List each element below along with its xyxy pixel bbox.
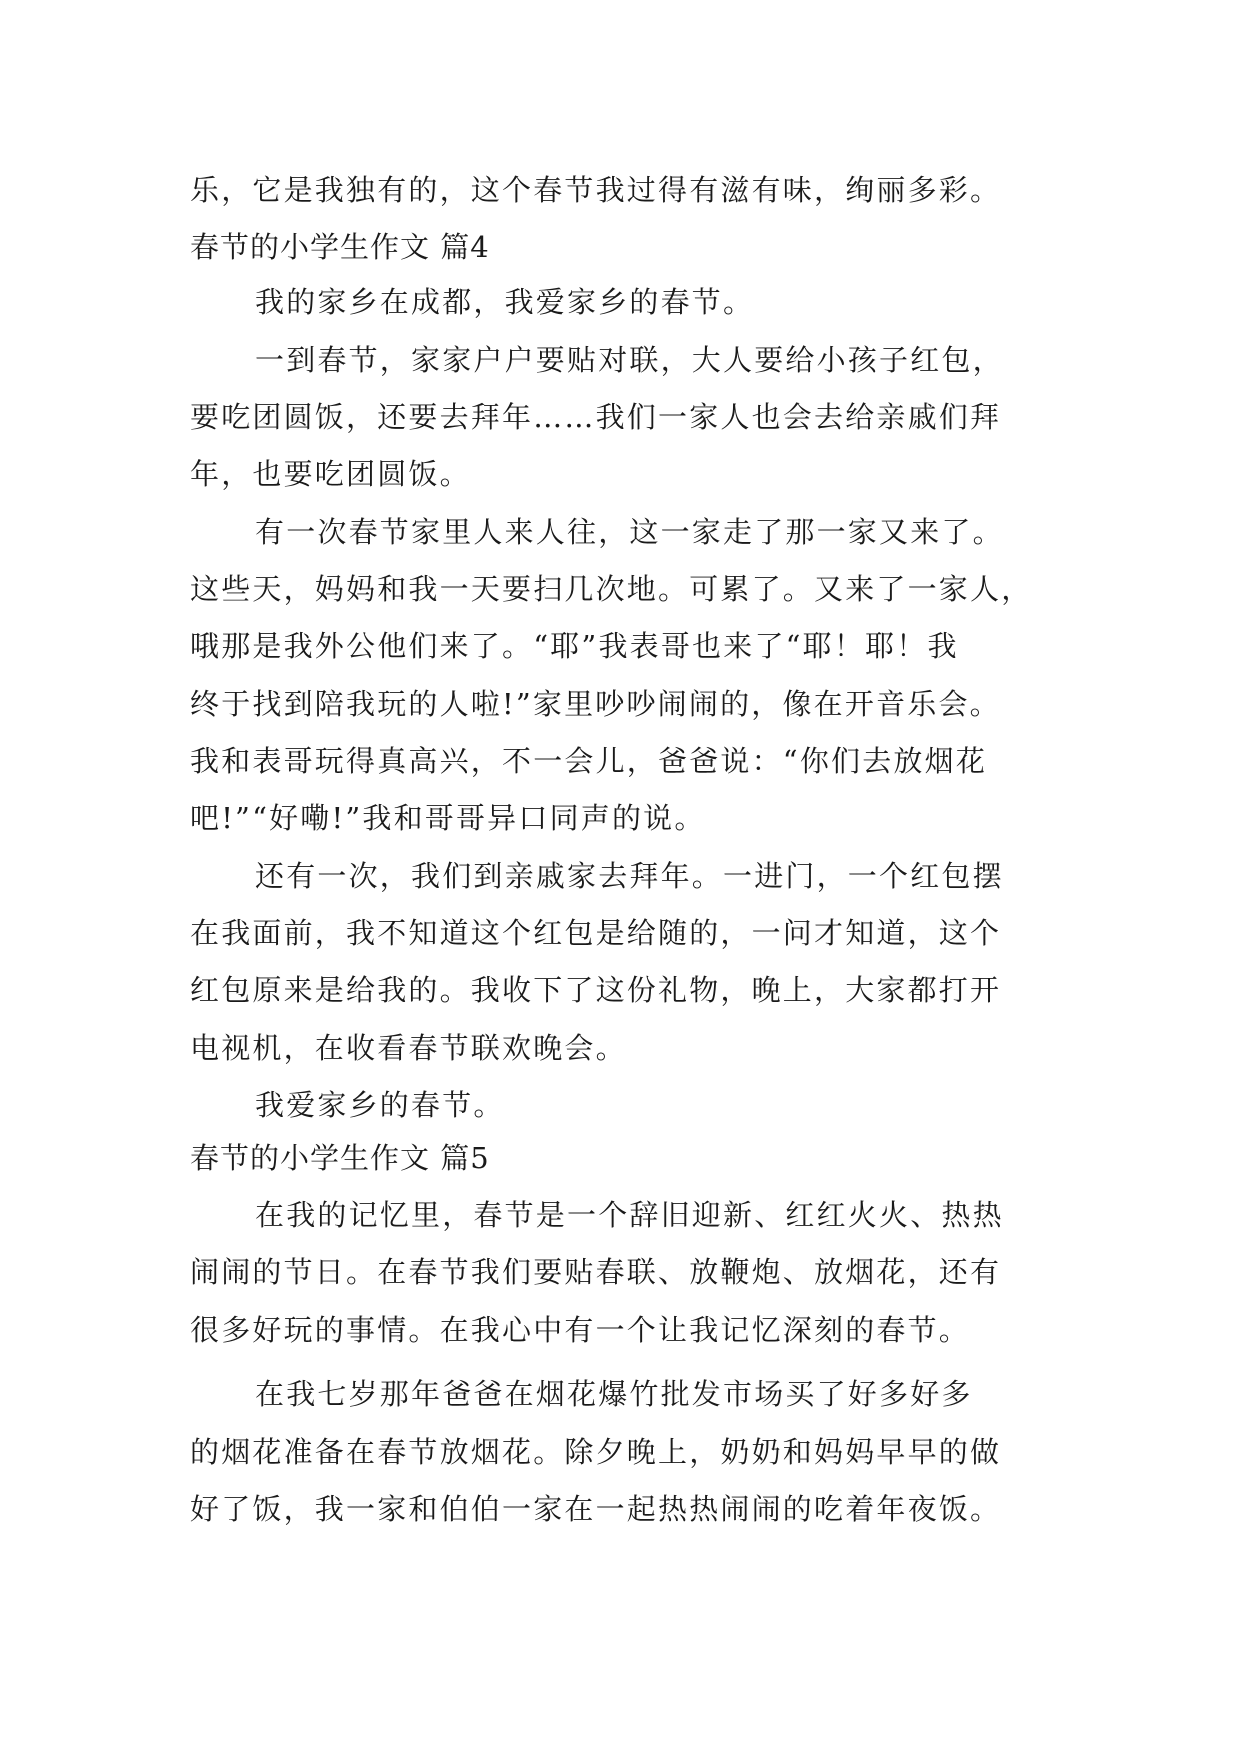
paragraph-first-line: 还有一次，我们到亲戚家去拜年。一进门，一个红包摆 (255, 859, 1004, 893)
text-line: 要吃团圆饭，还要去拜年……我们一家人也会去给亲戚们拜 (190, 400, 1002, 434)
text-line: 在我面前，我不知道这个红包是给随的，一问才知道，这个 (190, 916, 1002, 950)
text-line: 红包原来是给我的。我收下了这份礼物，晚上，大家都打开 (190, 973, 1002, 1007)
text-line: 哦那是我外公他们来了。“耶”我表哥也来了“耶！耶！我 (190, 629, 959, 663)
text-line: 乐，它是我独有的，这个春节我过得有滋有味，绚丽多彩。 (190, 173, 1002, 207)
text-line: 年，也要吃团圆饭。 (190, 457, 471, 491)
section-heading: 春节的小学生作文 篇5 (190, 1141, 490, 1175)
paragraph-first-line: 一到春节，家家户户要贴对联，大人要给小孩子红包， (255, 343, 1004, 377)
section-heading: 春节的小学生作文 篇4 (190, 230, 490, 264)
paragraph-first-line: 有一次春节家里人来人往，这一家走了那一家又来了。 (255, 515, 1004, 549)
text-line: 好了饭，我一家和伯伯一家在一起热热闹闹的吃着年夜饭。 (190, 1492, 1002, 1526)
text-line: 的烟花准备在春节放烟花。除夕晚上，奶奶和妈妈早早的做 (190, 1435, 1002, 1469)
paragraph-first-line: 在我七岁那年爸爸在烟花爆竹批发市场买了好多好多 (255, 1377, 973, 1411)
text-line: 很多好玩的事情。在我心中有一个让我记忆深刻的春节。 (190, 1313, 971, 1347)
paragraph-first-line: 我爱家乡的春节。 (255, 1088, 505, 1122)
paragraph-first-line: 我的家乡在成都，我爱家乡的春节。 (255, 285, 755, 319)
paragraph-first-line: 在我的记忆里，春节是一个辞旧迎新、红红火火、热热 (255, 1198, 1004, 1232)
text-line: 我和表哥玩得真高兴，不一会儿，爸爸说：“你们去放烟花 (190, 744, 988, 778)
text-line: 吧!”“好嘞!”我和哥哥异口同声的说。 (190, 801, 706, 835)
text-line: 这些天，妈妈和我一天要扫几次地。可累了。又来了一家人， (190, 572, 1033, 606)
text-line: 终于找到陪我玩的人啦!”家里吵吵闹闹的，像在开音乐会。 (190, 687, 1001, 721)
text-line: 闹闹的节日。在春节我们要贴春联、放鞭炮、放烟花，还有 (190, 1255, 1002, 1289)
text-line: 电视机，在收看春节联欢晚会。 (190, 1031, 627, 1065)
